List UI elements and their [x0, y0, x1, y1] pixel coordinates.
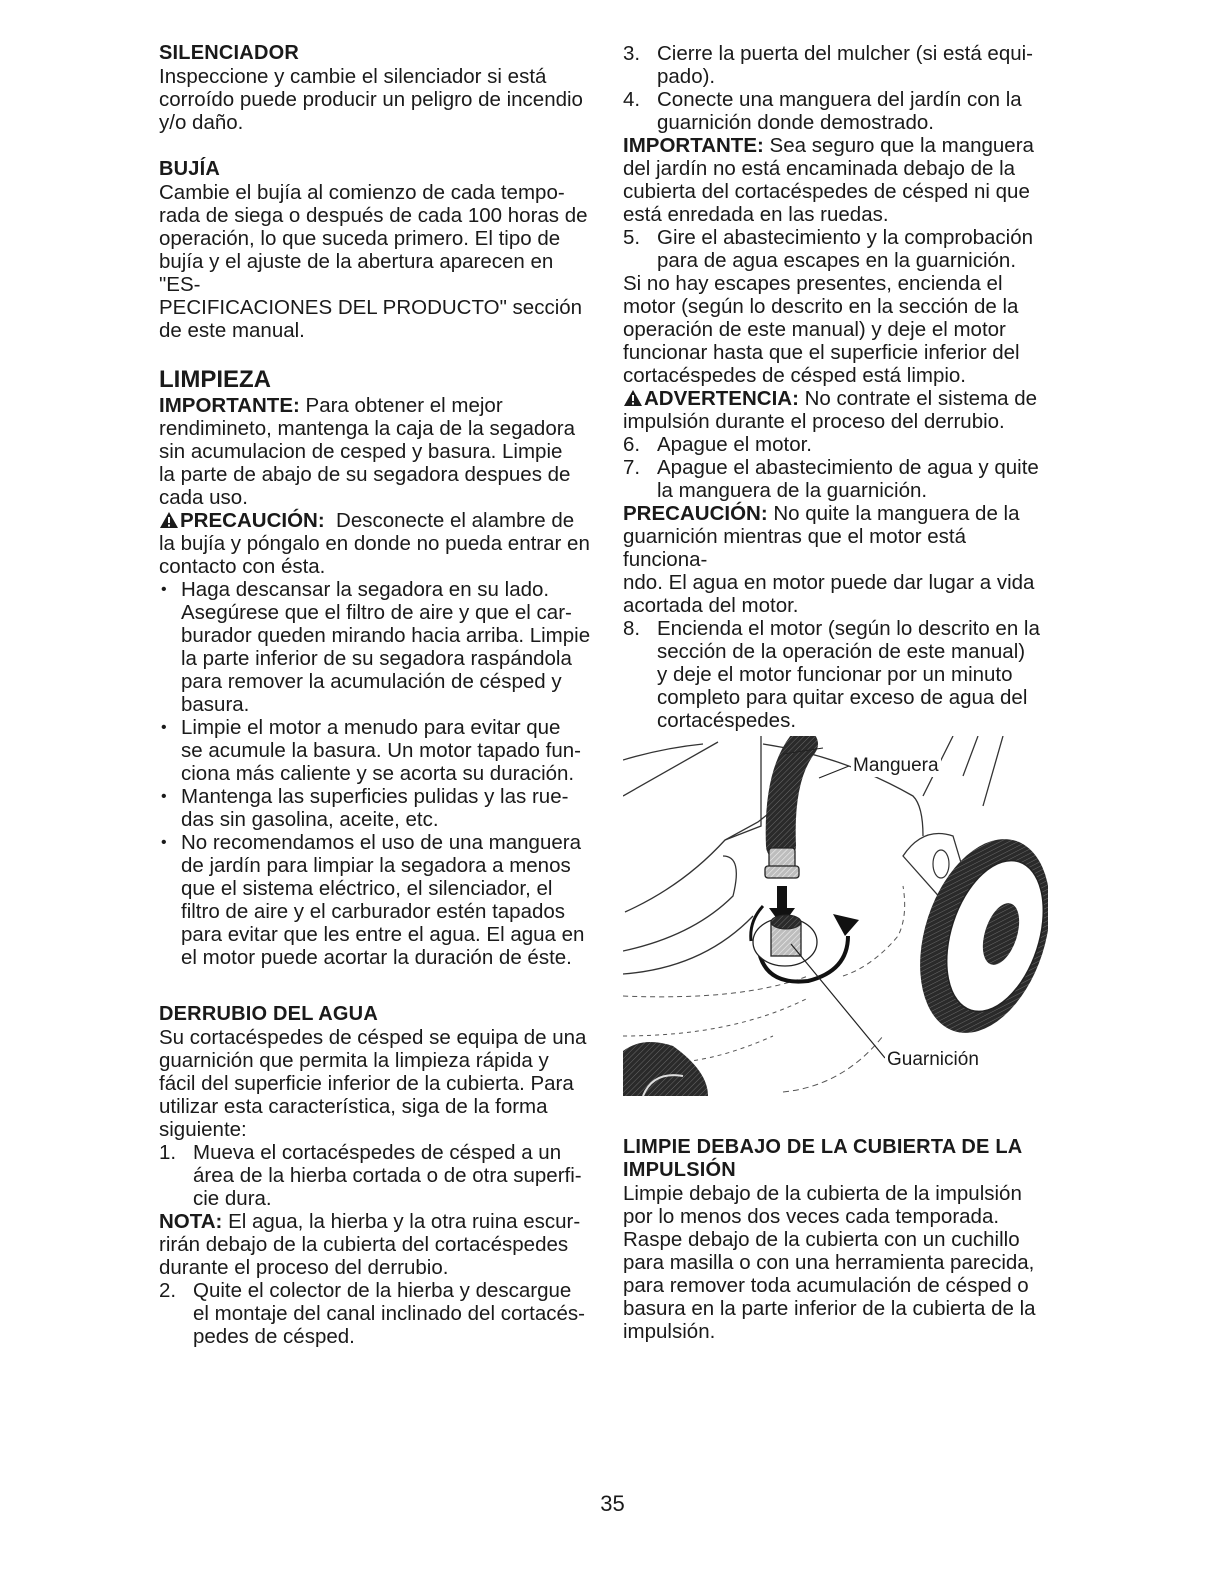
right-column — [623, 42, 1048, 1343]
limpieza-heading: LIMPIEZA — [159, 366, 271, 393]
derrubio-steps-d — [623, 226, 1048, 272]
page-number: 35 — [600, 1491, 625, 1516]
list-item: • Haga descansar la segadora en su lado. Asegúrese que el filtro de aire y que el car- burador queden mirando hacia arriba. Limpie la parte inferior de su segadora raspándola para remover la acumulación de césped y basura. — [159, 578, 599, 716]
bujia-text: Cambie el bujía al comienzo de cada tempo- rada de siega o después de cada 100 horas de operación, lo que suceda primero. El tipo de bujía y el ajuste de la abertura aparecen en "ES- PECIFICACIONES DEL PRODUCTO" sección de este manual. — [159, 181, 588, 342]
hose-fitting-illustration — [623, 736, 1048, 1126]
silenciador-heading: SILENCIADOR — [159, 42, 299, 64]
derrubio-steps-e — [623, 433, 1048, 502]
escapes-text: Si no hay escapes presentes, encienda el motor (según lo descrito en la sección de la operación de este manual) y deje el motor funcionar hasta que el superficie inferior del cortacéspedes de césped está limpio. — [623, 272, 1020, 387]
warning-triangle-icon — [159, 511, 179, 529]
importante-text: IMPORTANTE: Sea seguro que la manguera del jardín no está encaminada debajo de la cubierta del cortacéspedes de césped ni que está enredada en las ruedas. — [623, 134, 1034, 226]
limpie-debajo-heading: LIMPIE DEBAJO DE LA CUBIERTA DE LA IMPULSIÓN — [623, 1136, 1023, 1181]
precaucion-text: PRECAUCIÓN: No quite la manguera de la guarnición mientras que el motor está funciona- ndo. El agua en motor puede dar lugar a vida acortada del motor. — [623, 502, 1035, 617]
derrubio-steps-b — [159, 1279, 599, 1348]
fitting-label: Guarnición — [887, 1049, 979, 1070]
list-item: • Limpie el motor a menudo para evitar que se acumule la basura. Un motor tapado fun- ciona más caliente y se acorta su duración. — [159, 716, 599, 785]
limpie-debajo-text: Limpie debajo de la cubierta de la impulsión por lo menos dos veces cada temporada. Raspe debajo de la cubierta con un cuchillo para masilla o con una herramienta parecida, para remover toda acumulación de césped o basura en la parte inferior de la cubierta de la impulsión. — [623, 1182, 1036, 1343]
derrubio-text: Su cortacéspedes de césped se equipa de una guarnición que permita la limpieza rápida y fácil del superficie inferior de la cubierta. Para utilizar esta característica, siga de la forma siguiente: — [159, 1026, 587, 1141]
limpieza-precaucion: PRECAUCIÓN: Desconecte el alambre de la bujía y póngalo en donde no pueda entrar en contacto con ésta. — [159, 509, 590, 578]
nota-text: NOTA: El agua, la hierba y la otra ruina escur- rirán debajo de la cubierta del cortacéspedes durante el proceso del derrubio. — [159, 1210, 581, 1279]
list-item: 7. Apague el abastecimiento de agua y quite la manguera de la guarnición. — [623, 456, 1039, 502]
warning-triangle-icon — [623, 389, 643, 407]
list-item: 3. Cierre la puerta del mulcher (si está equi- pado). — [623, 42, 1033, 88]
list-item: 5. Gire el abastecimiento y la comprobación para de agua escapes en la guarnición. — [623, 226, 1034, 272]
left-column — [159, 42, 599, 1348]
list-item: 4. Conecte una manguera del jardín con la guarnición donde demostrado. — [623, 88, 1022, 134]
list-item: 2. Quite el colector de la hierba y descargue el montaje del canal inclinado del cortacés- pedes de césped. — [159, 1279, 586, 1348]
hose-label: Manguera — [853, 755, 939, 776]
advertencia-text: ADVERTENCIA: No contrate el sistema de impulsión durante el proceso del derrubio. — [623, 387, 1038, 433]
list-item: 8. Encienda el motor (según lo descrito en la sección de la operación de este manual) y deje el motor funcionar por un minuto completo para quitar exceso de agua del cortacéspedes. — [623, 617, 1040, 732]
silenciador-text: Inspeccione y cambie el silenciador si está corroído puede producir un peligro de incendio y/o daño. — [159, 65, 583, 134]
list-item: • Mantenga las superficies pulidas y las rue- das sin gasolina, aceite, etc. — [159, 785, 599, 831]
list-item: 6. Apague el motor. — [623, 433, 812, 456]
derrubio-steps-c — [623, 42, 1048, 134]
bujia-heading: BUJÍA — [159, 158, 221, 180]
derrubio-steps-a — [159, 1141, 599, 1210]
limpieza-importante: IMPORTANTE: Para obtener el mejor rendimineto, mantenga la caja de la segadora sin acumulacion de cesped y basura. Limpie la parte de abajo de su segadora despues de cada uso. — [159, 394, 575, 509]
derrubio-heading: DERRUBIO DEL AGUA — [159, 1003, 378, 1025]
mower-deck-drawing — [623, 736, 1048, 1126]
list-item: • No recomendamos el uso de una manguera de jardín para limpiar la segadora a menos que el sistema eléctrico, el silenciador, el filtro de aire y el carburador estén tapados para evitar que les entre el agua. El agua en el motor puede acortar la duración de éste. — [159, 831, 599, 969]
limpieza-bullet-list — [159, 578, 599, 969]
list-item: 1. Mueva el cortacéspedes de césped a un área de la hierba cortada o de otra superfi- cie dura. — [159, 1141, 582, 1210]
derrubio-steps-f — [623, 617, 1048, 732]
